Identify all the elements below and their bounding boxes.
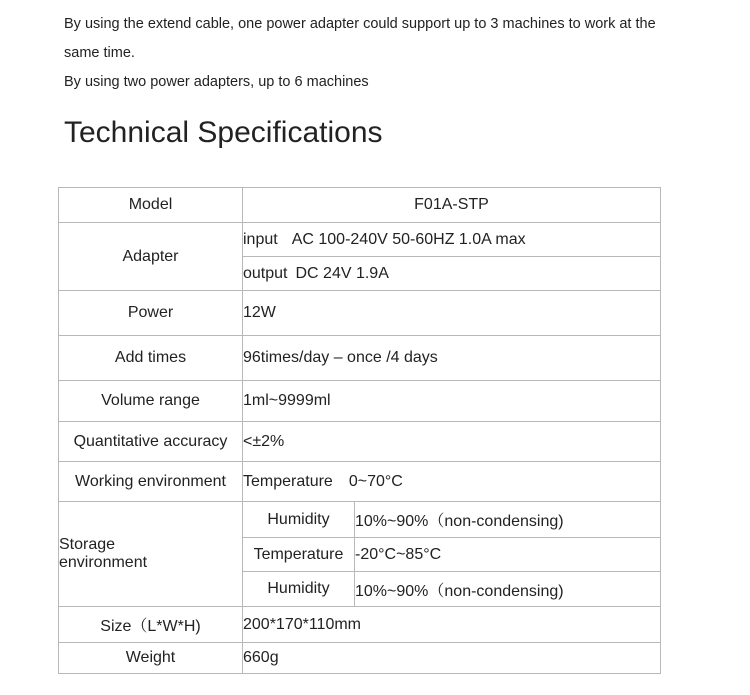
spec-row-working-env — [59, 462, 661, 502]
spec-value: 96times/day – once /4 days — [243, 336, 661, 381]
spec-row-power — [59, 291, 661, 336]
spec-value: <±2% — [243, 422, 661, 462]
spec-row-adapter-input — [59, 223, 661, 257]
spec-label — [59, 502, 243, 607]
working-env-key: Temperature — [243, 472, 333, 490]
storage-label-line: environment — [59, 554, 148, 571]
spec-label: Add times — [59, 336, 243, 381]
spec-label: Size（L*W*H) — [59, 607, 243, 643]
storage-value: -20°C~85°C — [355, 538, 661, 572]
spec-value: 1ml~9999ml — [243, 381, 661, 422]
spec-label: Working environment — [59, 462, 243, 502]
working-env-value: 0~70°C — [348, 472, 403, 490]
intro-line: same time. — [64, 45, 135, 61]
spec-row-storage-1 — [59, 502, 661, 538]
storage-value: 10%~90%（non-condensing) — [355, 502, 661, 538]
spec-value — [243, 462, 661, 502]
storage-key: Temperature — [243, 538, 355, 572]
spec-label: Volume range — [59, 381, 243, 422]
spec-value: 660g — [243, 643, 661, 674]
section-title: Technical Specifications — [64, 116, 383, 149]
spec-row-weight — [59, 643, 661, 674]
spec-table — [58, 187, 661, 674]
spec-label: Quantitative accuracy — [59, 422, 243, 462]
adapter-input-key: input — [243, 230, 278, 248]
adapter-output-value: DC 24V 1.9A — [295, 264, 389, 282]
storage-key: Humidity — [243, 572, 355, 607]
spec-value — [243, 223, 661, 257]
spec-value: F01A-STP — [243, 188, 661, 223]
spec-label: Power — [59, 291, 243, 336]
spec-value — [243, 257, 661, 291]
spec-row-model — [59, 188, 661, 223]
spec-value: 200*170*110mm — [243, 607, 661, 643]
spec-value: 12W — [243, 291, 661, 336]
spec-row-volume-range — [59, 381, 661, 422]
intro-line: By using two power adapters, up to 6 machines — [64, 74, 369, 90]
spec-label: Model — [59, 188, 243, 223]
adapter-output-key: output — [243, 264, 288, 282]
storage-key: Humidity — [243, 502, 355, 538]
spec-row-size — [59, 607, 661, 643]
storage-label-line: Storage — [59, 536, 116, 553]
storage-value: 10%~90%（non-condensing) — [355, 572, 661, 607]
spec-label: Adapter — [59, 223, 243, 291]
spec-label: Weight — [59, 643, 243, 674]
intro-line: By using the extend cable, one power adapter could support up to 3 machines to work at the — [64, 16, 656, 32]
spec-row-quant-accuracy — [59, 422, 661, 462]
spec-row-add-times — [59, 336, 661, 381]
adapter-input-value: AC 100-240V 50-60HZ 1.0A max — [291, 230, 526, 248]
intro-text — [64, 10, 724, 97]
